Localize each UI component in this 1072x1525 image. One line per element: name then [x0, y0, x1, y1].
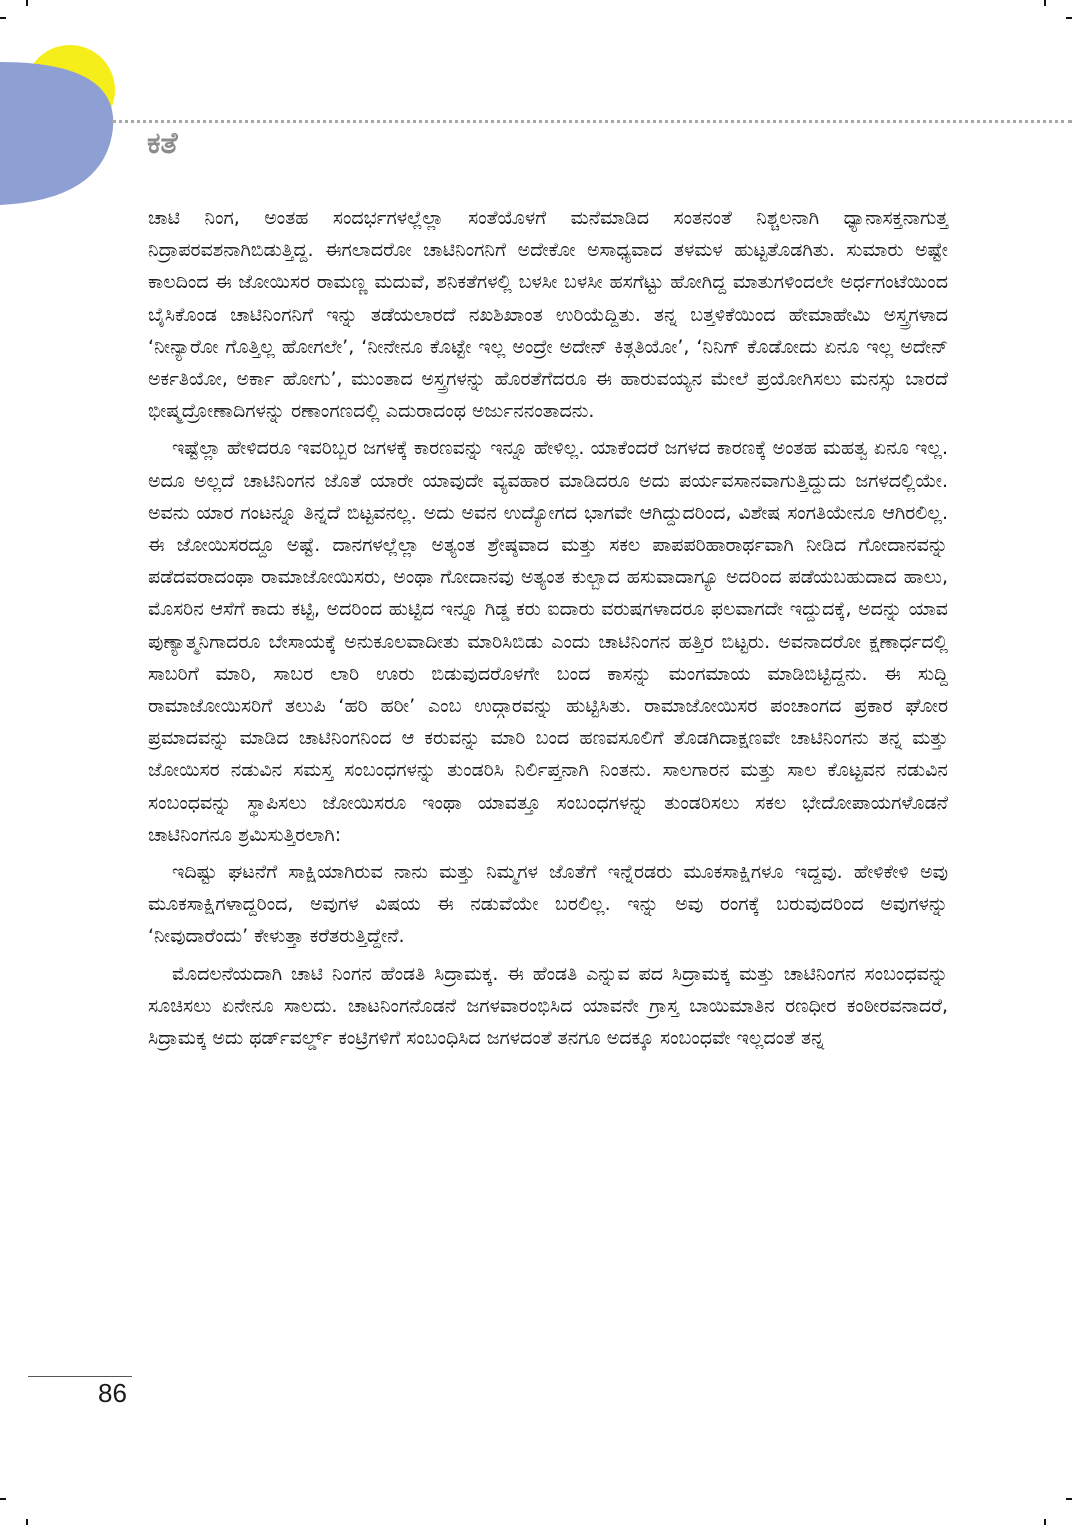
paragraph-3: ಇದಿಷ್ಟು ಘಟನೆಗೆ ಸಾಕ್ಷಿಯಾಗಿರುವ ನಾನು ಮತ್ತು ನಿಮ್ಮಗಳ ಜೊತೆಗೆ ಇನ್ನೆರಡರು ಮೂಕಸಾಕ್ಷಿಗಳೂ ಇದ್ದವು. ಹೇಳಿಕೇಳಿ ಅವು ಮೂಕಸಾಕ್ಷಿಗಳಾದ್ದರಿಂದ, ಅವುಗಳ ವಿಷಯ ಈ ನಡುವೆಯೇ ಬರಲಿಲ್ಲ. ಇನ್ನು ಅವು ರಂಗಕ್ಕೆ ಬರುವುದರಿಂದ ಅವುಗಳನ್ನು ‘ನೀವುದಾರೆಂದು’ ಕೇಳುತ್ತಾ ಕರೆತರುತ್ತಿದ್ದೇನೆ.: [148, 861, 948, 948]
paragraph-2: ಇಷ್ಟೆಲ್ಲಾ ಹೇಳಿದರೂ ಇವರಿಬ್ಬರ ಜಗಳಕ್ಕೆ ಕಾರಣವನ್ನು ಇನ್ನೂ ಹೇಳಿಲ್ಲ. ಯಾಕೆಂದರೆ ಜಗಳದ ಕಾರಣಕ್ಕೆ ಅಂತಹ ಮಹತ್ವ ಏನೂ ಇಲ್ಲ. ಅದೂ ಅಲ್ಲದೆ ಚಾಟಿನಿಂಗನ ಜೊತೆ ಯಾರೇ ಯಾವುದೇ ವ್ಯವಹಾರ ಮಾಡಿದರೂ ಅದು ಪರ್ಯವಸಾನವಾಗುತ್ತಿದ್ದುದು ಜಗಳದಲ್ಲಿಯೇ. ಅವನು ಯಾರ ಗಂಟನ್ನೂ ತಿನ್ನದೆ ಬಿಟ್ಟವನಲ್ಲ. ಅದು ಅವನ ಉದ್ಯೋಗದ ಭಾಗವೇ ಆಗಿದ್ದುದರಿಂದ, ವಿಶೇಷ ಸಂಗತಿಯೇನೂ ಆಗಿರಲಿಲ್ಲ. ಈ ಜೋಯಿಸರದ್ದೂ ಅಷ್ಟೆ. ದಾನಗಳಲ್ಲೆಲ್ಲಾ ಅತ್ಯಂತ ಶ್ರೇಷ್ಠವಾದ ಮತ್ತು ಸಕಲ ಪಾಪಪರಿಹಾರಾರ್ಥವಾಗಿ ನೀಡಿದ ಗೋದಾನವನ್ನು ಪಡೆದವರಾದಂಥಾ ರಾಮಾಜೋಯಿಸರು, ಅಂಥಾ ಗೋದಾನವು ಅತ್ಯಂತ ಕುಲ್ಬಾದ ಹಸುವಾದಾಗ್ಯೂ ಅದರಿಂದ ಪಡೆಯಬಹುದಾದ ಹಾಲು, ಮೊಸರಿನ ಆಸೆಗೆ ಕಾದು ಕಟ್ಟಿ, ಅದರಿಂದ ಹುಟ್ಟಿದ ಇನ್ನೂ ಗಿಡ್ಡ ಕರು ಐದಾರು ವರುಷಗಳಾದರೂ ಫಲವಾಗದೇ ಇದ್ದುದಕ್ಕೆ, ಅದನ್ನು ಯಾವ ಪುಣ್ಯಾತ್ಮನಿಗಾದರೂ ಬೇಸಾಯಕ್ಕೆ ಅನುಕೂಲವಾದೀತು ಮಾರಿಸಿಬಿಡು ಎಂದು ಚಾಟಿನಿಂಗನ ಹತ್ತಿರ ಬಿಟ್ಟರು. ಅವನಾದರೋ ಕ್ಷಣಾರ್ಧದಲ್ಲಿ ಸಾಬರಿಗೆ ಮಾರಿ, ಸಾಬರ ಲಾರಿ ಊರು ಬಿಡುವುದರೊಳಗೇ ಬಂದ ಕಾಸನ್ನು ಮಂಗಮಾಯ ಮಾಡಿಬಿಟ್ಟಿದ್ದನು. ಈ ಸುದ್ದಿ ರಾಮಾಜೋಯಿಸರಿಗೆ ತಲುಪಿ ‘ಹರಿ ಹರೀ’ ಎಂಬ ಉದ್ಗಾರವನ್ನು ಹುಟ್ಟಿಸಿತು. ರಾಮಾಜೋಯಿಸರ ಪಂಚಾಂಗದ ಪ್ರಕಾರ ಘೋರ ಪ್ರಮಾದವನ್ನು ಮಾಡಿದ ಚಾಟಿನಿಂಗನಿಂದ ಆ ಕರುವನ್ನು ಮಾರಿ ಬಂದ ಹಣವಸೂಲಿಗೆ ತೊಡಗಿದಾಕ್ಷಣವೇ ಚಾಟಿನಿಂಗನು ತನ್ನ ಮತ್ತು ಜೋಯಿಸರ ನಡುವಿನ ಸಮಸ್ತ ಸಂಬಂಧಗಳನ್ನು ತುಂಡರಿಸಿ ನಿರ್ಲಿಪ್ತನಾಗಿ ನಿಂತನು. ಸಾಲಗಾರನ ಮತ್ತು ಸಾಲ ಕೊಟ್ಟವನ ನಡುವಿನ ಸಂಬಂಧವನ್ನು ಸ್ಥಾಪಿಸಲು ಜೋಯಿಸರೂ ಇಂಥಾ ಯಾವತ್ತೂ ಸಂಬಂಧಗಳನ್ನು ತುಂಡರಿಸಲು ಸಕಲ ಭೇದೋಪಾಯಗಳೊಡನೆ ಚಾಟಿನಿಂಗನೂ ಶ್ರಮಿಸುತ್ತಿರಲಾಗಿ:: [148, 437, 948, 846]
corner-decoration: [0, 0, 200, 220]
crop-mark-bottom-right-h: [1066, 1498, 1072, 1500]
paragraph-4: ಮೊದಲನೆಯದಾಗಿ ಚಾಟಿ ನಿಂಗನ ಹೆಂಡತಿ ಸಿದ್ರಾಮಕ್ಕ. ಈ ಹೆಂಡತಿ ಎನ್ನುವ ಪದ ಸಿದ್ರಾಮಕ್ಕ ಮತ್ತು ಚಾಟಿನಿಂಗನ ಸಂಬಂಧವನ್ನು ಸೂಚಿಸಲು ಏನೇನೂ ಸಾಲದು. ಚಾಟನಿಂಗನೊಡನೆ ಜಗಳವಾರಂಭಿಸಿದ ಯಾವನೇ ಗ್ರಾಸ್ತ ಬಾಯಿಮಾತಿನ ರಣಧೀರ ಕಂಠೀರವನಾದರೆ, ಸಿದ್ರಾಮಕ್ಕ ಅದು ಥರ್ಡ್‌ವರ್ಲ್ಡ್ ಕಂಟ್ರಿಗಳಿಗೆ ಸಂಬಂಧಿಸಿದ ಜಗಳದಂತೆ ತನಗೂ ಅದಕ್ಕೂ ಸಂಬಂಧವೇ ಇಲ್ಲದಂತೆ ತನ್ನ: [148, 962, 948, 1050]
crop-mark-bottom-left-v: [26, 1519, 28, 1525]
crop-mark-top-right: [1044, 0, 1046, 6]
crop-mark-top-left-v: [26, 0, 28, 6]
crop-mark-top-right-h: [1066, 17, 1072, 19]
header-dotted-rule: [112, 120, 1072, 123]
crop-mark-top-left: [0, 17, 6, 19]
paragraph-1: ಚಾಟಿ ನಿಂಗ, ಅಂತಹ ಸಂದರ್ಭಗಳಲ್ಲೆಲ್ಲಾ ಸಂತೆಯೊಳಗೆ ಮನೆಮಾಡಿದ ಸಂತನಂತೆ ನಿಶ್ಚಲನಾಗಿ ಧ್ಯಾನಾಸಕ್ತನಾಗುತ್ತ ನಿದ್ರಾಪರವಶನಾಗಿಬಿಡುತ್ತಿದ್ದ. ಈಗಲಾದರೋ ಚಾಟಿನಿಂಗನಿಗೆ ಅದೇಕೋ ಅಸಾಧ್ಯವಾದ ತಳಮಳ ಹುಟ್ಟತೊಡಗಿತು. ಸುಮಾರು ಅಷ್ಟೇ ಕಾಲದಿಂದ ಈ ಜೋಯಿಸರ ರಾಮಣ್ಣ ಮದುವೆ, ಶನಿಕತೆಗಳಲ್ಲಿ ಬಳಸೀ ಬಳಸೀ ಹಸಗೆಟ್ಟು ಹೋಗಿದ್ದ ಮಾತುಗಳಿಂದಲೇ ಅರ್ಧಗಂಟೆಯಿಂದ ಬೈಸಿಕೊಂಡ ಚಾಟಿನಿಂಗನಿಗೆ ಇನ್ನು ತಡೆಯಲಾರದೆ ನಖಶಿಖಾಂತ ಉರಿಯೆದ್ದಿತು. ತನ್ನ ಬತ್ತಳಿಕೆಯಿಂದ ಹೇಮಾಹೇಮಿ ಅಸ್ತ್ರಗಳಾದ ‘ನೀನ್ಯಾರೋ ಗೊತ್ತಿಲ್ಲ ಹೋಗಲೇ’, ‘ನೀನೇನೂ ಕೊಟ್ಟೇ ಇಲ್ಲ ಅಂದ್ರೇ ಅದೇನ್ ಕಿತ್ಗತಿಯೋ’, ‘ನಿನಿಗ್ ಕೊಡೋದು ಏನೂ ಇಲ್ಲ ಅದೇನ್ ಅರ್ಕತಿಯೋ, ಅರ್ಕಾ ಹೋಗು’, ಮುಂತಾದ ಅಸ್ತ್ರಗಳನ್ನು ಹೊರತೆಗೆದರೂ ಈ ಹಾರುವಯ್ಯನ ಮೇಲೆ ಪ್ರಯೋಗಿಸಲು ಮನಸ್ಸು ಬಾರದೆ ಭೀಷ್ಮದ್ರೋಣಾದಿಗಳನ್ನು ರಣಾಂಗಣದಲ್ಲಿ ಎದುರಾದಂಥ ಅರ್ಜುನನಂತಾದನು.: [148, 207, 948, 423]
story-body: [148, 202, 948, 1059]
page-number: 86: [98, 1378, 127, 1408]
crop-mark-bottom-right: [1044, 1519, 1046, 1525]
page-number-rule: [28, 1376, 132, 1377]
section-title: ಕತೆ: [147, 126, 178, 161]
crop-mark-bottom-left: [0, 1498, 6, 1500]
